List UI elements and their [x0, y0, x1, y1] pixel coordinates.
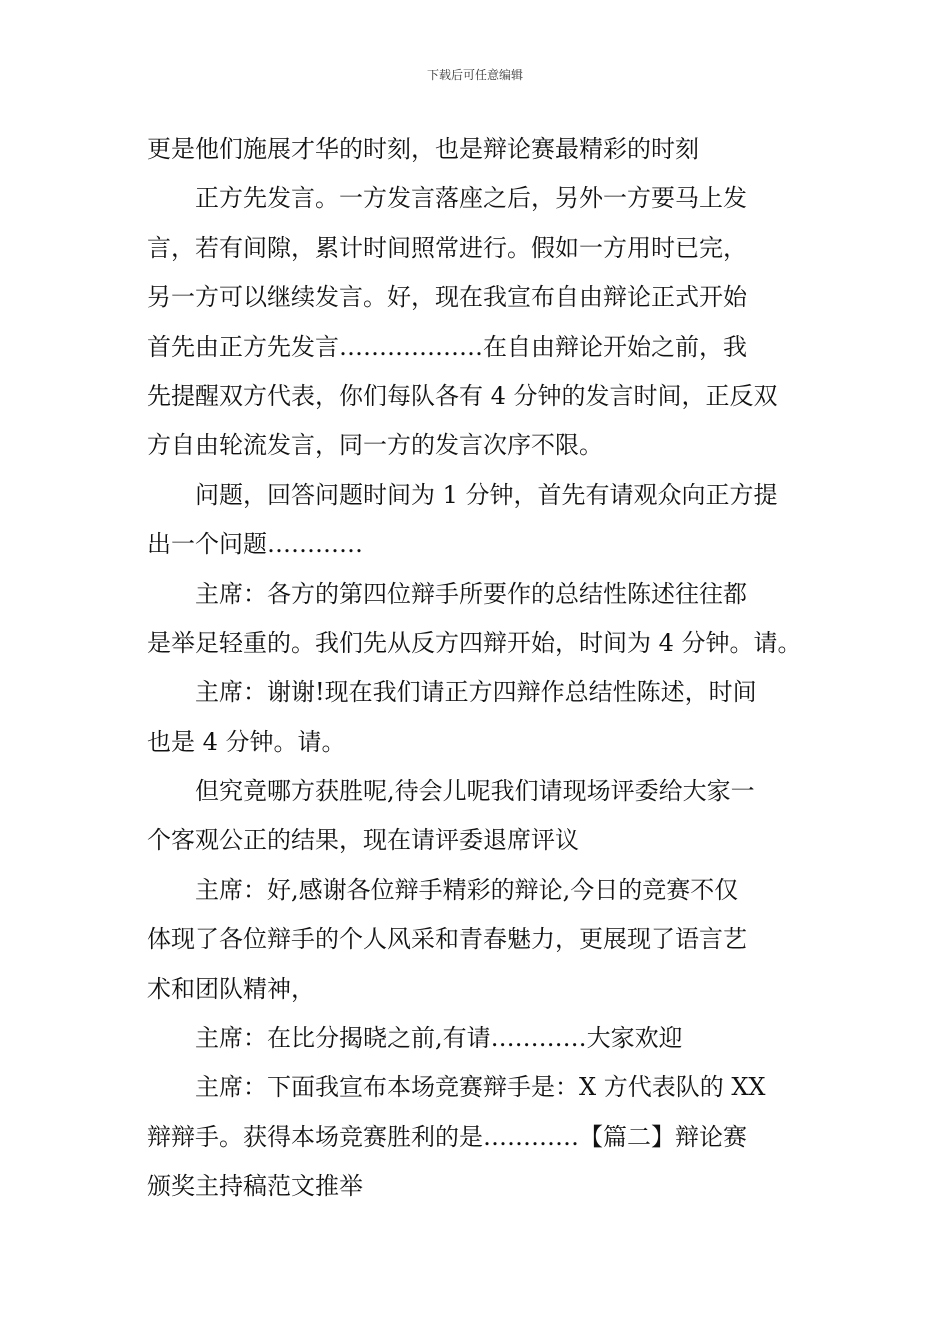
text-line: 主席：谢谢!现在我们请正方四辩作总结性陈述，时间: [195, 678, 757, 707]
text-line: 辩辩手。获得本场竞赛胜利的是…………【篇二】辩论赛: [147, 1122, 747, 1151]
text-line: 也是 4 分钟。请。: [147, 727, 346, 756]
document-body: [147, 125, 817, 1212]
text-line: 首先由正方先发言………………在自由辩论开始之前，我: [147, 332, 747, 361]
text-line: 是举足轻重的。我们先从反方四辩开始，时间为 4 分钟。请。: [147, 628, 802, 657]
text-line: 主席：各方的第四位辩手所要作的总结性陈述往往都: [195, 579, 747, 608]
page-header: 下载后可任意编辑: [426, 68, 523, 82]
text-line: 先提醒双方代表，你们每队各有 4 分钟的发言时间，正反双: [147, 381, 778, 410]
text-line: 出一个问题…………: [147, 530, 363, 559]
text-line: 言，若有间隙，累计时间照常进行。假如一方用时已完，: [147, 233, 747, 262]
text-line: 另一方可以继续发言。好，现在我宣布自由辩论正式开始: [147, 283, 747, 312]
text-line: 术和团队精神，: [147, 974, 315, 1003]
text-line: 体现了各位辩手的个人风采和青春魅力，更展现了语言艺: [147, 925, 747, 954]
text-line: 个客观公正的结果，现在请评委退席评议: [147, 826, 579, 855]
text-line: 主席：好,感谢各位辩手精彩的辩论,今日的竞赛不仅: [195, 875, 739, 904]
text-line: 更是他们施展才华的时刻，也是辩论赛最精彩的时刻: [147, 135, 699, 163]
text-line: 正方先发言。一方发言落座之后，另外一方要马上发: [195, 184, 747, 213]
text-line: 颁奖主持稿范文推举: [147, 1172, 363, 1201]
text-line: 主席：下面我宣布本场竞赛辩手是：X 方代表队的 XX: [195, 1073, 766, 1102]
text-line: 但究竟哪方获胜呢,待会儿呢我们请现场评委给大家一: [195, 777, 755, 806]
text-line: 方自由轮流发言，同一方的发言次序不限。: [147, 431, 603, 460]
text-line: 问题，回答问题时间为 1 分钟，首先有请观众向正方提: [195, 480, 778, 509]
text-line: 主席：在比分揭晓之前,有请…………大家欢迎: [195, 1024, 683, 1053]
